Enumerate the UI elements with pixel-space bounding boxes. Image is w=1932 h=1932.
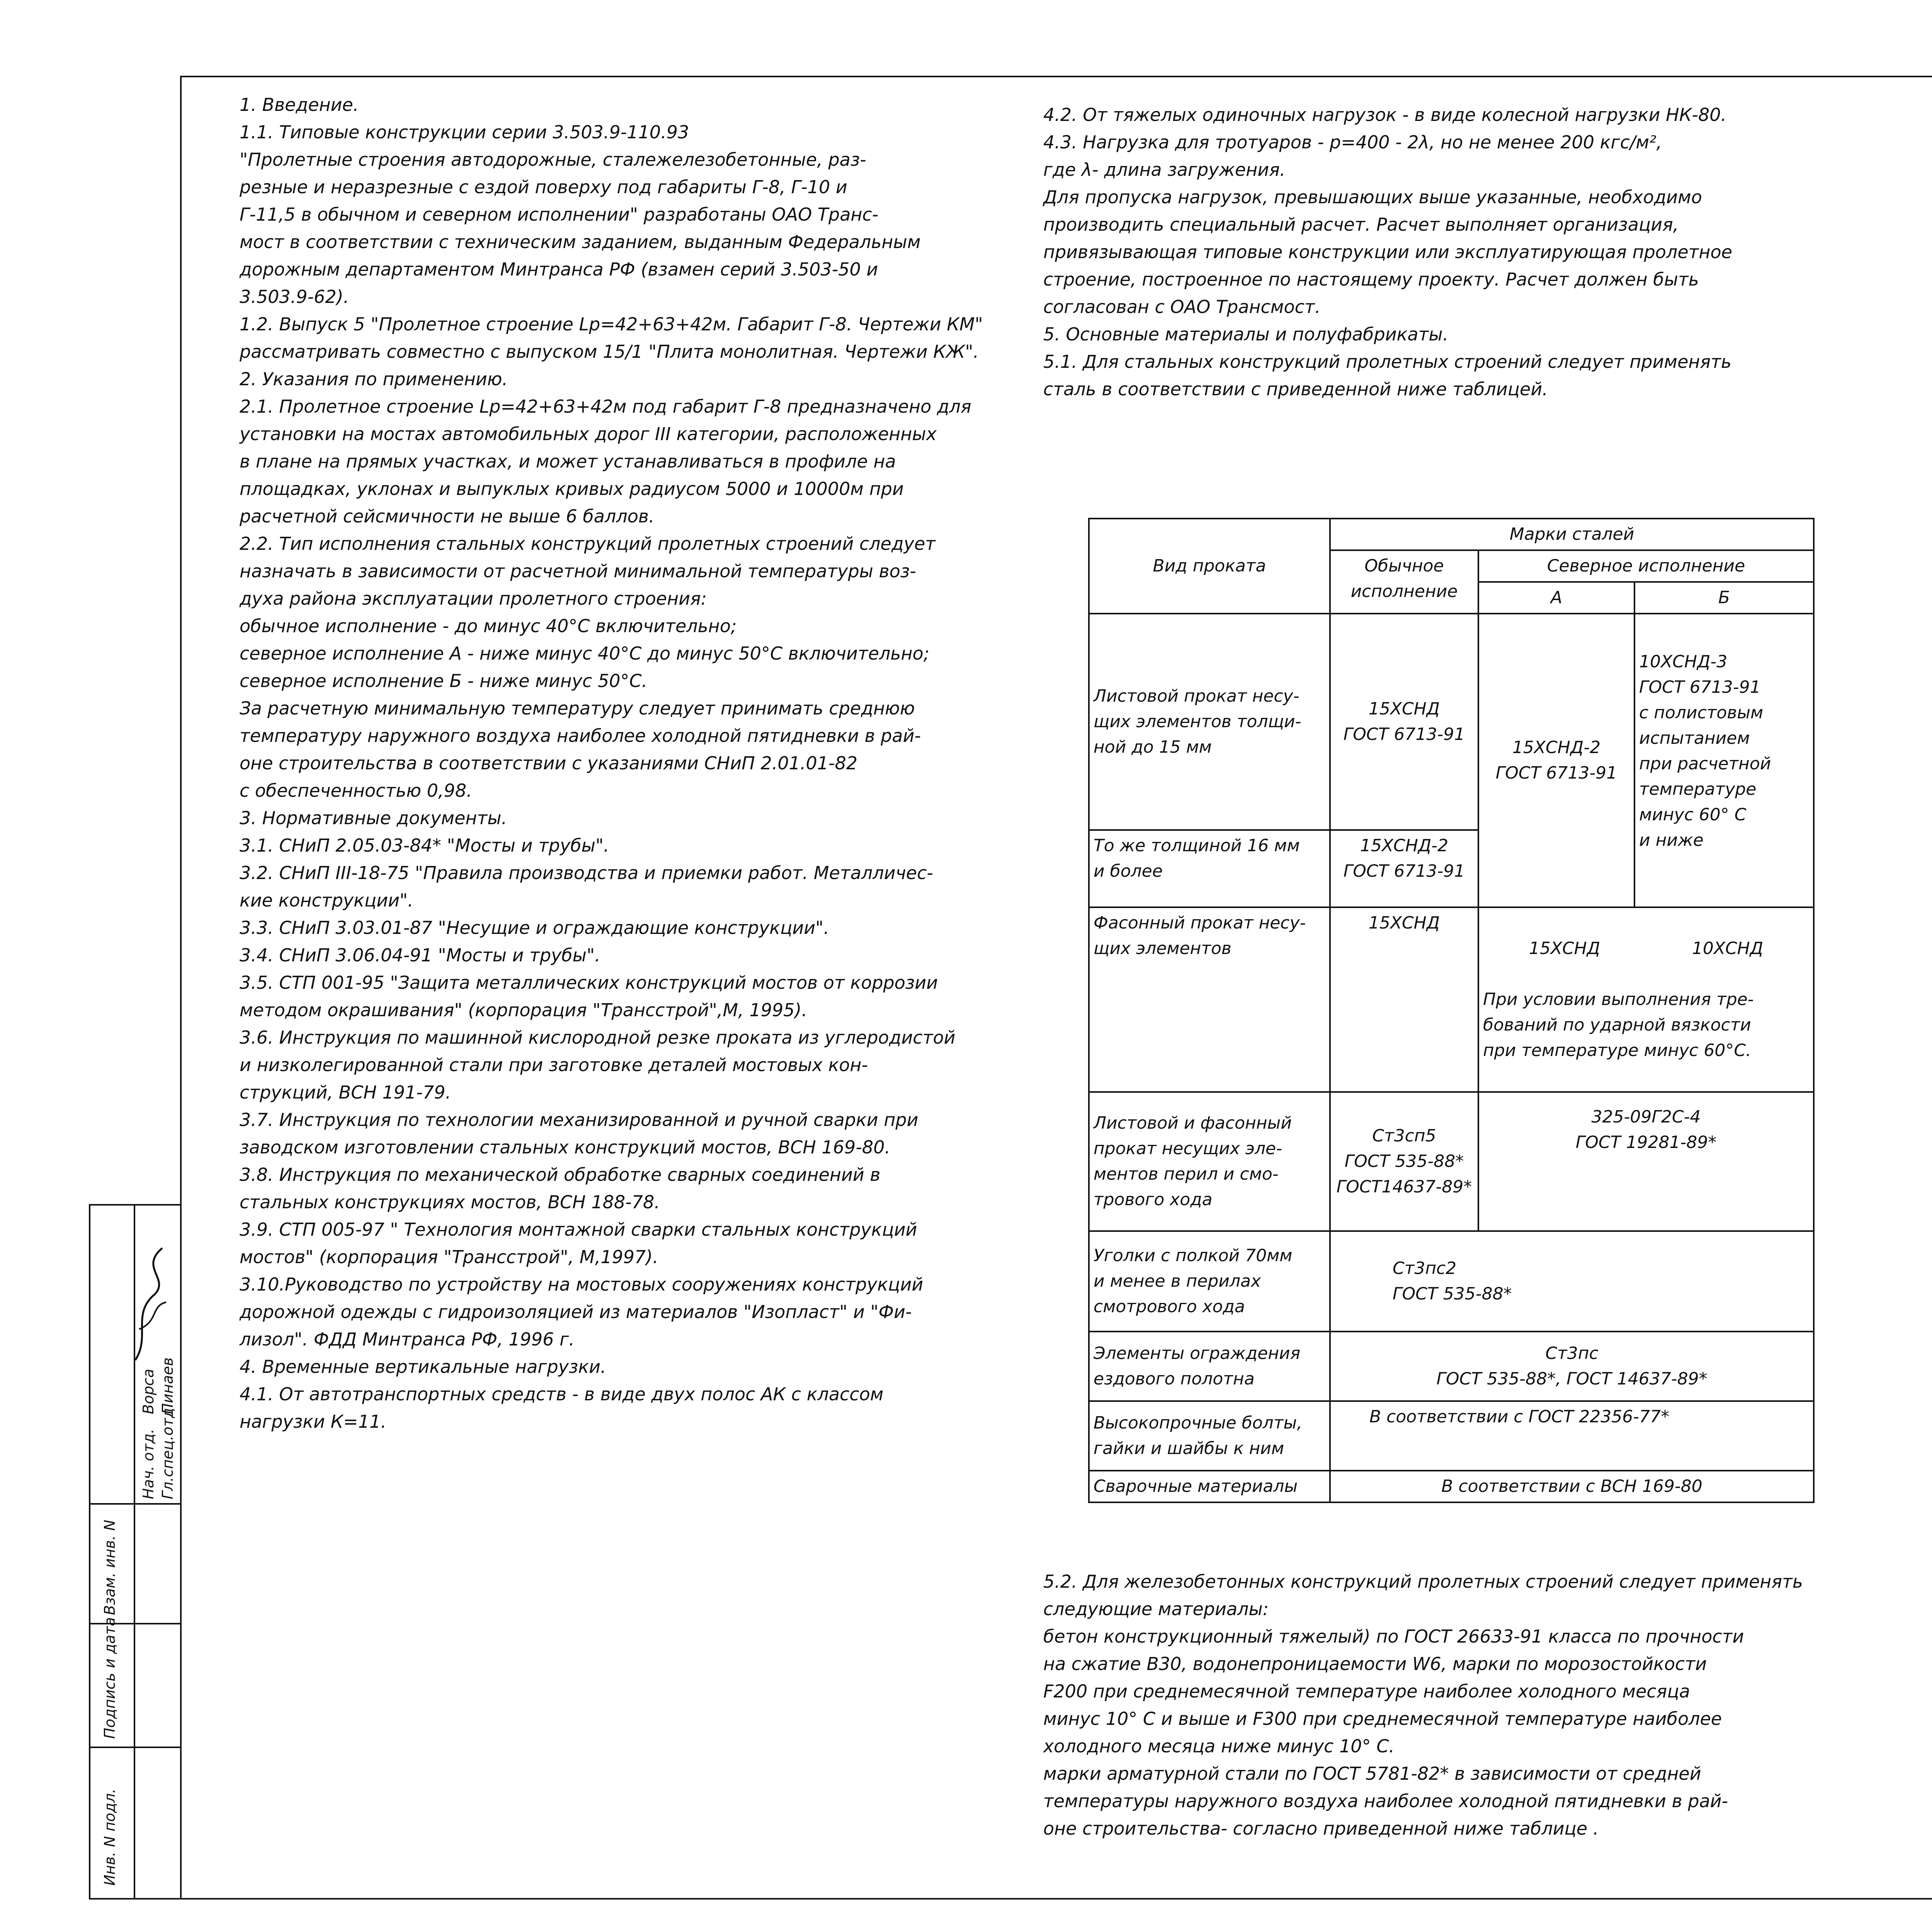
row-all: Ст3пс2 ГОСТ 535-88* (1330, 1231, 1814, 1332)
text-line: обычное исполнение - до минус 40°С включительно; (240, 616, 737, 636)
steel-table (1088, 518, 1815, 1503)
h-grades: Марки сталей (1330, 519, 1814, 550)
side-label-sign: Подпись и дата (101, 1617, 118, 1739)
table-row (1089, 1471, 1814, 1502)
text-line: 2.2. Тип исполнения стальных конструкций пролетных строений следует (240, 533, 936, 554)
side-stamp-row-1 (89, 1503, 182, 1505)
row-a: 15ХСНД (1529, 939, 1600, 958)
text-line: назначать в зависимости от расчетной минимальной температуры воз- (240, 561, 916, 582)
text-line: заводском изготовлении стальных конструкций мостов, ВСН 169-80. (240, 1137, 891, 1158)
text-line: 1.2. Выпуск 5 "Пролетное строение Lp=42+63+42м. Габарит Г-8. Чертежи КМ" (240, 314, 983, 335)
text-line: 3.3. СНиП 3.03.01-87 "Несущие и ограждающие конструкции". (240, 917, 829, 938)
text-line: 4.2. От тяжелых одиночных нагрузок - в виде колесной нагрузки НК-80. (1043, 104, 1727, 125)
row-type: Элементы ограждения ездового полотна (1089, 1332, 1330, 1401)
h-a: А (1478, 582, 1634, 614)
text-line: оне строительства- согласно приведенной ниже таблице . (1043, 1818, 1599, 1839)
text-line: сталь в соответствии с приведенной ниже таблицей. (1043, 379, 1548, 400)
side-name-1: Ворса (140, 1369, 157, 1414)
side-label-chief: Гл.спец.отд. (159, 1403, 176, 1499)
text-line: строение, построенное по настоящему проекту. Расчет должен быть (1043, 269, 1699, 290)
text-line: лизол". ФДД Минтранса РФ, 1996 г. (240, 1329, 575, 1350)
side-label-replace: Взам. инв. N (101, 1520, 118, 1615)
row-north: 325-09Г2С-4 ГОСТ 19281-89* (1478, 1092, 1814, 1231)
table-row (1089, 1092, 1814, 1231)
row-normal: Ст3сп5 ГОСТ 535-88* ГОСТ14637-89* (1330, 1092, 1478, 1231)
text-line: 3.2. СНиП III-18-75 "Правила производства и приемки работ. Металличес- (240, 862, 933, 883)
row-a: 15ХСНД-2 ГОСТ 6713-91 (1478, 614, 1634, 907)
text-line: 5. Основные материалы и полуфабрикаты. (1043, 324, 1449, 345)
text-line: 3.6. Инструкция по машинной кислородной резке проката из углеродистой (240, 1027, 956, 1048)
text-line: 2. Указания по применению. (240, 369, 508, 389)
row-type: Листовой прокат несу- щих элементов толщи- ной до 15 мм (1089, 614, 1330, 830)
text-line: стальных конструкциях мостов, ВСН 188-78. (240, 1192, 660, 1213)
text-line: 3.1. СНиП 2.05.03-84* "Мосты и трубы". (240, 835, 609, 856)
text-line: Г-11,5 в обычном и северном исполнении" разработаны ОАО Транс- (240, 204, 879, 225)
text-line: 2.1. Пролетное строение Lp=42+63+42м под габарит Г-8 предназначено для (240, 396, 971, 417)
h-normal: Обычное исполнение (1330, 550, 1478, 614)
text-line: оне строительства в соответствии с указаниями СНиП 2.01.01-82 (240, 753, 858, 774)
row-all: Ст3пс ГОСТ 535-88*, ГОСТ 14637-89* (1330, 1332, 1814, 1401)
text-line: кие конструкции". (240, 890, 413, 911)
text-line: на сжатие В30, водонепроницаемости W6, марки по морозостойкости (1043, 1653, 1707, 1674)
table-row (1089, 1401, 1814, 1471)
table-row (1089, 1332, 1814, 1401)
row-type: То же толщиной 16 мм и более (1089, 830, 1330, 907)
row-type: Листовой и фасонный прокат несущих эле- ментов перил и смо- трового хода (1089, 1092, 1330, 1231)
text-line: Для пропуска нагрузок, превышающих выше указанные, необходимо (1043, 187, 1702, 207)
text-line: 3.4. СНиП 3.06.04-91 "Мосты и трубы". (240, 945, 600, 966)
text-line: где λ- длина загружения. (1043, 159, 1286, 180)
text-line: 4. Временные вертикальные нагрузки. (240, 1356, 606, 1377)
text-line: нагрузки К=11. (240, 1411, 386, 1432)
table-row (1089, 907, 1814, 1092)
text-line: холодного месяца ниже минус 10° С. (1043, 1736, 1395, 1757)
side-label-inv: Инв. N подл. (101, 1788, 118, 1886)
text-line: и низколегированной стали при заготовке деталей мостовых кон- (240, 1054, 868, 1075)
text-line: 3.503.9-62). (240, 286, 349, 307)
text-line: северное исполнение Б - ниже минус 50°С. (240, 670, 648, 691)
h-north: Северное исполнение (1478, 550, 1814, 582)
text-line: методом окрашивания" (корпорация "Трансстрой",М, 1995). (240, 1000, 808, 1020)
text-line: северное исполнение А - ниже минус 40°С до минус 50°С включительно; (240, 643, 930, 664)
side-stamp-row-3 (89, 1747, 182, 1748)
h-type: Вид проката (1089, 519, 1330, 614)
text-line: расчетной сейсмичности не выше 6 баллов. (240, 506, 655, 527)
steel-table-header (1089, 519, 1814, 550)
text-line: духа района эксплуатации пролетного строения: (240, 588, 707, 609)
side-name-2: Пинаев (159, 1357, 176, 1414)
text-line: 3. Нормативные документы. (240, 808, 507, 828)
text-line: с обеспеченностью 0,98. (240, 780, 472, 801)
row-type: Уголки с полкой 70мм и менее в перилах смотрового хода (1089, 1231, 1330, 1332)
text-line: бетон конструкционный тяжелый) по ГОСТ 26633-91 класса по прочности (1043, 1626, 1744, 1647)
row-normal: 15ХСНД-2 ГОСТ 6713-91 (1330, 830, 1478, 907)
text-line: производить специальный расчет. Расчет выполняет организация, (1043, 214, 1679, 235)
h-b: Б (1634, 582, 1814, 614)
row-type: Фасонный прокат несу- щих элементов (1089, 907, 1330, 1092)
text-line: резные и неразрезные с ездой поверху под габариты Г-8, Г-10 и (240, 177, 847, 197)
text-line: дорожным департаментом Минтранса РФ (взамен серий 3.503-50 и (240, 259, 878, 280)
text-line: 1. Введение. (240, 94, 359, 115)
row-all: В соответствии с ВСН 169-80 (1330, 1471, 1814, 1502)
text-line: "Пролетные строения автодорожные, сталежелезобетонные, раз- (240, 149, 866, 170)
left-column (240, 91, 983, 1435)
text-line: 3.7. Инструкция по технологии механизированной и ручной сварки при (240, 1109, 918, 1130)
row-type: Сварочные материалы (1089, 1471, 1330, 1502)
text-line: 3.9. СТП 005-97 " Технология монтажной сварки стальных конструкций (240, 1219, 917, 1240)
text-line: 3.10.Руководство по устройству на мостовых сооружениях конструкций (240, 1274, 923, 1295)
text-line: температуру наружного воздуха наиболее холодной пятидневки в рай- (240, 725, 921, 746)
row-b: 10ХСНД (1692, 939, 1764, 958)
side-signature (128, 1236, 174, 1368)
row-b: 10ХСНД-3 ГОСТ 6713-91 с полистовым испытанием при расчетной температуре минус 60° С и ниже (1634, 614, 1814, 907)
text-line: 4.3. Нагрузка для тротуаров - р=400 - 2λ, но не менее 200 кгс/м², (1043, 132, 1662, 153)
text-line: 4.1. От автотранспортных средств - в виде двух полос АК с классом (240, 1384, 884, 1405)
text-line: следующие материалы: (1043, 1599, 1269, 1619)
row-all: В соответствии с ГОСТ 22356-77* (1330, 1401, 1814, 1471)
row-type: Высокопрочные болты, гайки и шайбы к ним (1089, 1401, 1330, 1471)
text-line: площадках, уклонах и выпуклых кривых радиусом 5000 и 10000м при (240, 478, 904, 499)
text-line: в плане на прямых участках, и может устанавливаться в профиле на (240, 451, 896, 472)
text-line: F200 при среднемесячной температуре наиболее холодного месяца (1043, 1681, 1690, 1702)
text-line: привязывающая типовые конструкции или эксплуатирующая пролетное (1043, 242, 1732, 262)
text-line: 1.1. Типовые конструкции серии 3.503.9-110.93 (240, 122, 689, 143)
text-line: 3.8. Инструкция по механической обработке сварных соединений в (240, 1164, 881, 1185)
row-note: При условии выполнения тре- бований по ударной вязкости при температуре минус 60°С. (1483, 990, 1754, 1060)
text-line: струкций, ВСН 191-79. (240, 1082, 451, 1103)
text-line: дорожной одежды с гидроизоляцией из материалов "Изопласт" и "Фи- (240, 1301, 912, 1322)
text-line: температуры наружного воздуха наиболее холодной пятидневки в рай- (1043, 1791, 1728, 1811)
text-line: мост в соответствии с техническим заданием, выданным Федеральным (240, 231, 921, 252)
text-line: минус 10° С и выше и F300 при среднемесячной температуре наиболее (1043, 1708, 1722, 1729)
text-line: установки на мостах автомобильных дорог III категории, расположенных (240, 423, 937, 444)
row-normal: 15ХСНД ГОСТ 6713-91 (1330, 614, 1478, 830)
row-normal: 15ХСНД (1330, 907, 1478, 1092)
text-line: За расчетную минимальную температуру следует принимать среднюю (240, 698, 915, 719)
text-line: 5.2. Для железобетонных конструкций пролетных строений следует применять (1043, 1571, 1803, 1592)
text-line: 5.1. Для стальных конструкций пролетных строений следует применять (1043, 351, 1732, 372)
table-row (1089, 1231, 1814, 1332)
text-line: мостов" (корпорация "Трансстрой", М,1997). (240, 1247, 658, 1267)
middle-column-bottom (1043, 1568, 1803, 1842)
middle-column-top (1043, 101, 1732, 403)
text-line: согласован с ОАО Трансмост. (1043, 296, 1321, 317)
text-line: марки арматурной стали по ГОСТ 5781-82* в зависимости от средней (1043, 1763, 1701, 1784)
text-line: рассматривать совместно с выпуском 15/1 "Плита монолитная. Чертежи КЖ". (240, 341, 979, 362)
text-line: 3.5. СТП 001-95 "Защита металлических конструкций мостов от коррозии (240, 972, 938, 993)
table-row (1089, 614, 1814, 830)
side-label-head: Нач. отд. (140, 1429, 157, 1499)
